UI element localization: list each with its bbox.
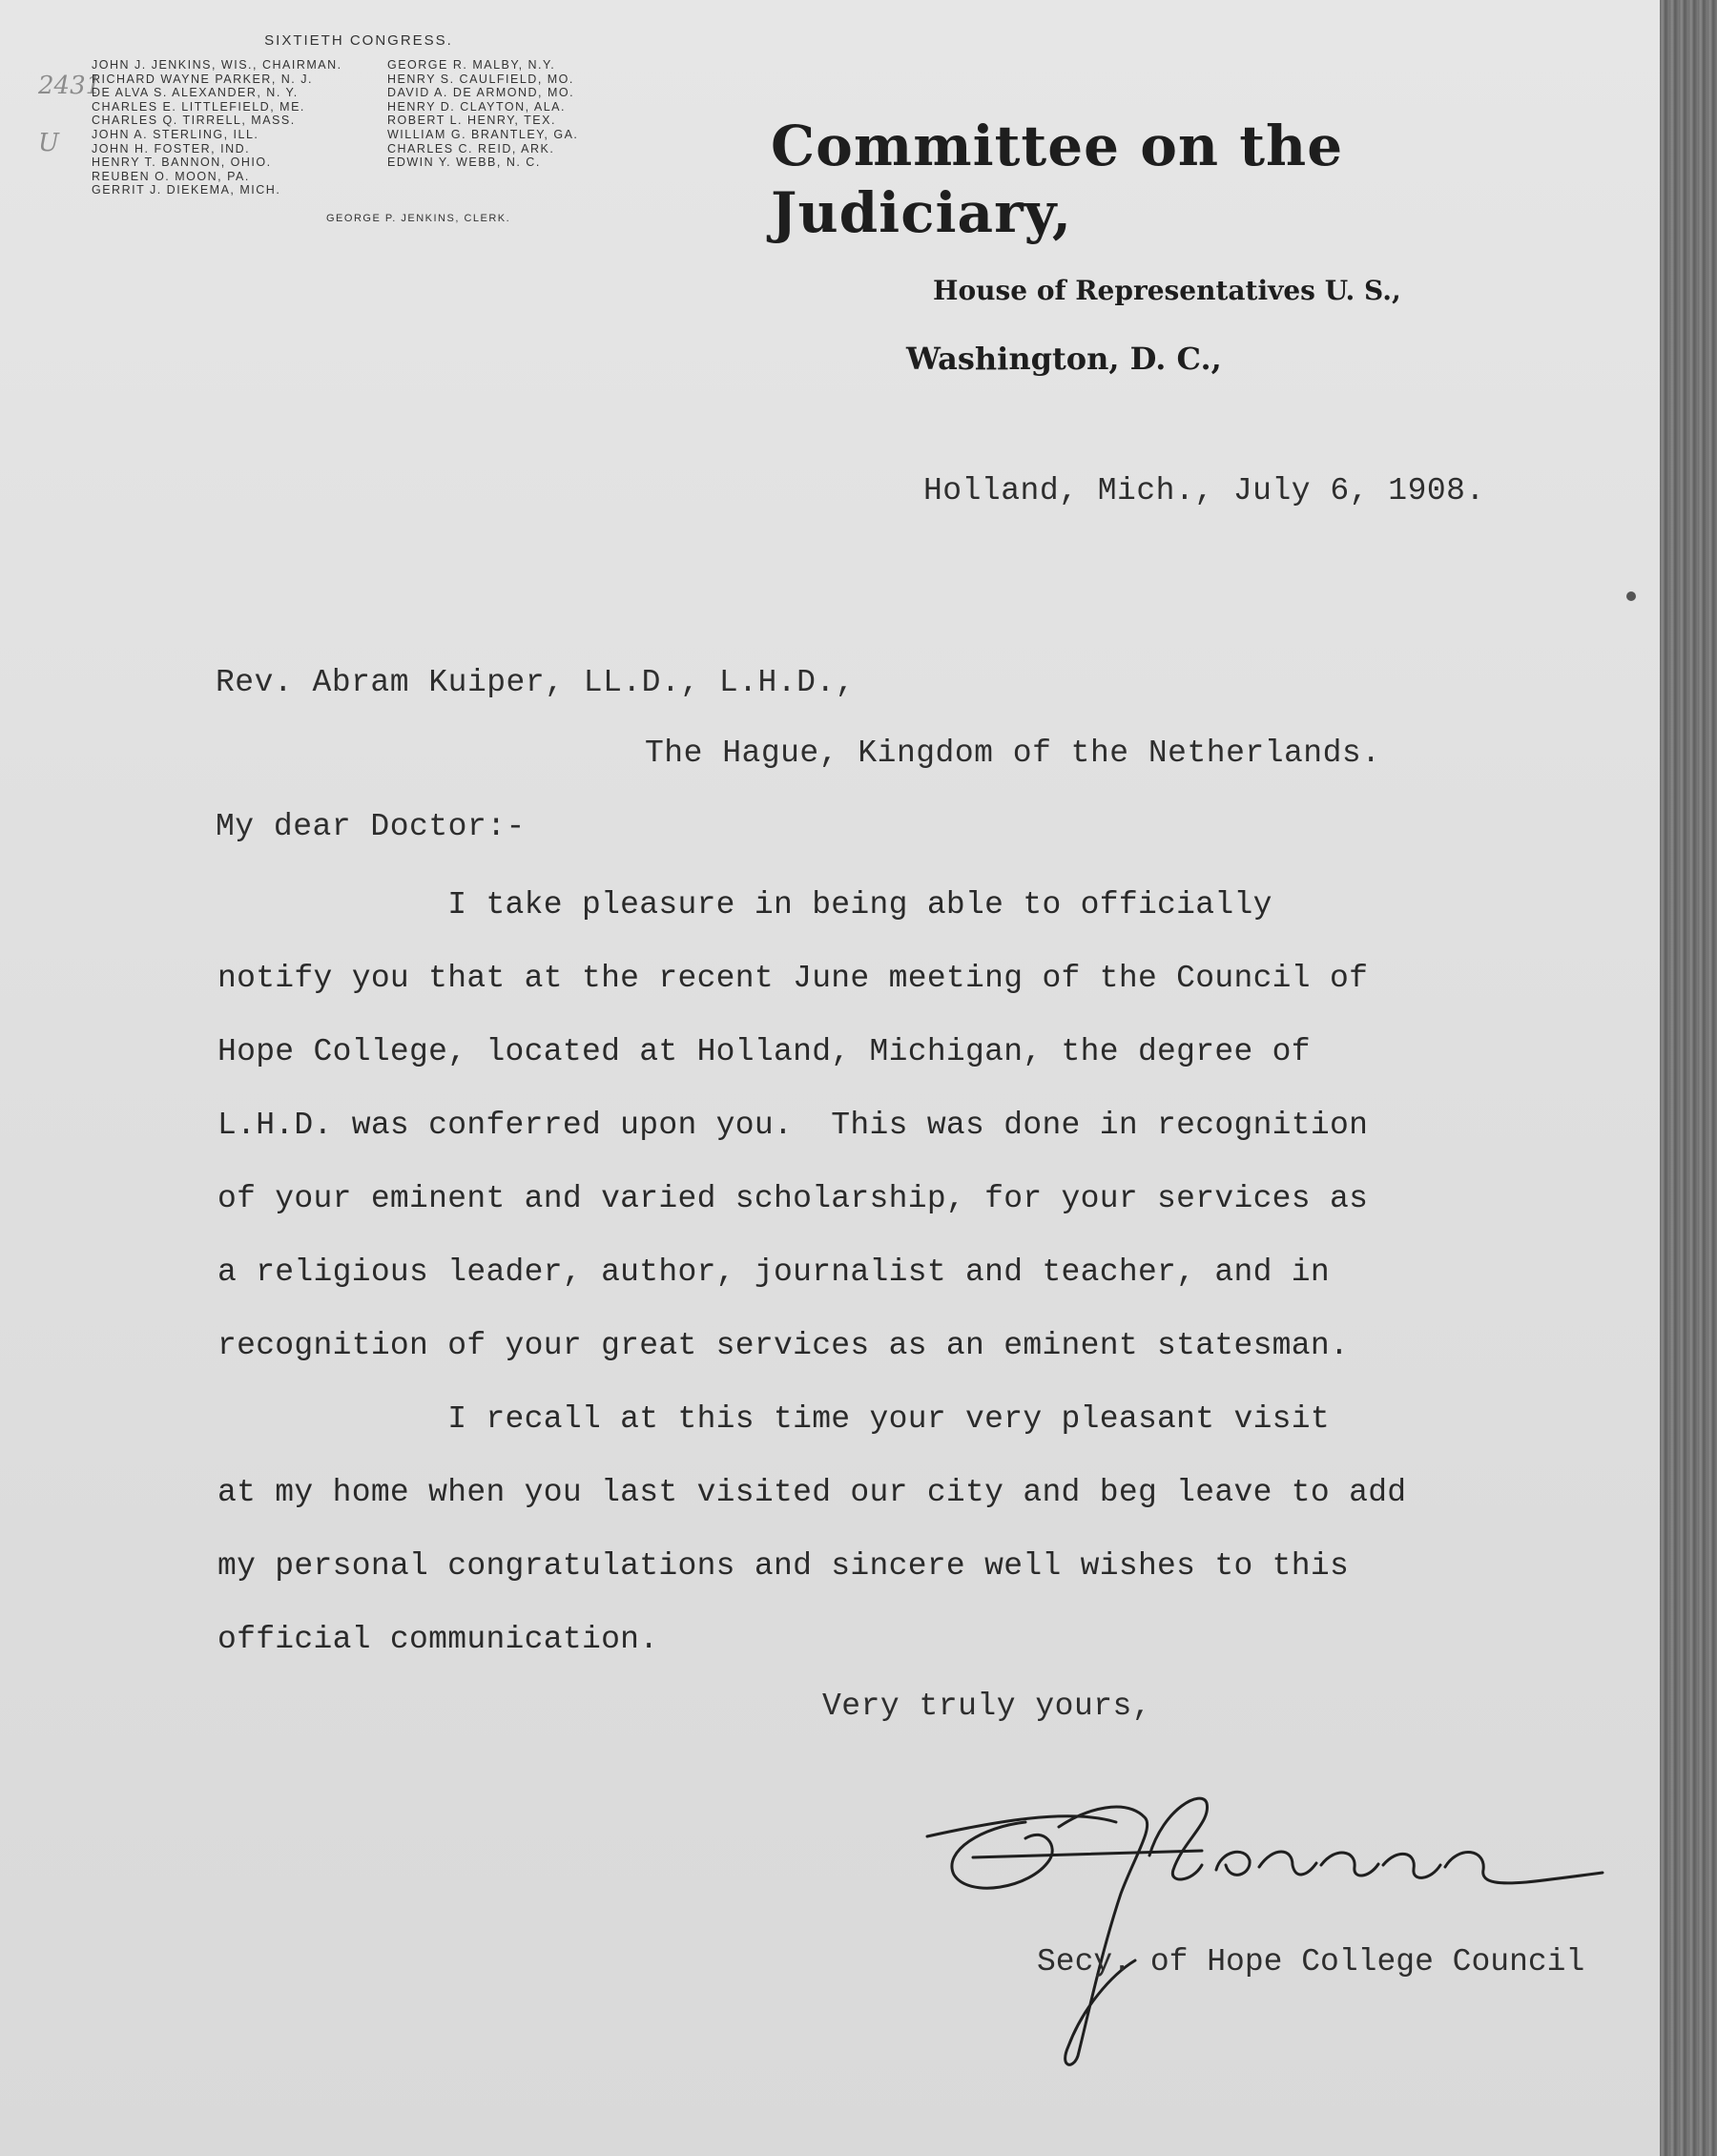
- letterhead-title: Committee on the Judiciary,: [771, 114, 1344, 245]
- members-left-column: [92, 58, 378, 197]
- member-name: HENRY D. CLAYTON, ALA.: [387, 99, 566, 114]
- clerk-name: GEORGE P. JENKINS, CLERK.: [326, 212, 511, 224]
- congress-member-list: [92, 32, 626, 224]
- body-line: official communication.: [217, 1622, 659, 1657]
- recipient-line: Rev. Abram Kuiper, LL.D., L.H.D.,: [216, 665, 856, 700]
- member-name: CHARLES E. LITTLEFIELD, ME.: [92, 99, 305, 114]
- body-line: Hope College, located at Holland, Michigan, the degree of: [217, 1034, 1311, 1069]
- body-line: I recall at this time your very pleasant visit: [217, 1401, 1330, 1437]
- member-name: CHARLES Q. TIRRELL, MASS.: [92, 114, 296, 128]
- margin-pencil-note: 2431 U: [38, 72, 102, 157]
- member-name: HENRY T. BANNON, OHIO.: [92, 155, 272, 170]
- members-columns: [92, 58, 626, 197]
- member-name: JOHN H. FOSTER, IND.: [92, 141, 251, 155]
- recipient-address: The Hague, Kingdom of the Netherlands.: [645, 736, 1381, 771]
- paper-edge-shadow: [1660, 0, 1717, 2156]
- member-name: GERRIT J. DIEKEMA, MICH.: [92, 183, 281, 197]
- letter-body: [217, 868, 1572, 1676]
- body-line: notify you that at the recent June meeting of the Council of: [217, 961, 1369, 996]
- body-line: a religious leader, author, journalist and teacher, and in: [217, 1254, 1330, 1290]
- body-line: of your eminent and varied scholarship, for your services as: [217, 1181, 1369, 1216]
- body-line: my personal congratulations and sincere well wishes to this: [217, 1548, 1350, 1584]
- congress-title: SIXTIETH CONGRESS.: [264, 32, 453, 49]
- body-line: I take pleasure in being able to officially: [217, 887, 1272, 923]
- member-name: RICHARD WAYNE PARKER, N. J.: [92, 72, 313, 86]
- salutation: My dear Doctor:-: [216, 809, 526, 844]
- member-name: DAVID A. DE ARMOND, MO.: [387, 86, 575, 100]
- member-name: DE ALVA S. ALEXANDER, N. Y.: [92, 86, 299, 100]
- member-name: JOHN J. JENKINS, WIS., CHAIRMAN.: [92, 58, 342, 72]
- ink-speck: [1626, 591, 1636, 601]
- date-line: Holland, Mich., July 6, 1908.: [923, 473, 1485, 508]
- body-line: recognition of your great services as an eminent statesman.: [217, 1328, 1350, 1363]
- letterhead: [763, 113, 1583, 377]
- member-name: JOHN A. STERLING, ILL.: [92, 127, 259, 141]
- handwritten-signature: [916, 1770, 1660, 2075]
- body-line: at my home when you last visited our city and beg leave to add: [217, 1475, 1407, 1510]
- member-name: HENRY S. CAULFIELD, MO.: [387, 72, 574, 86]
- member-name: CHARLES C. REID, ARK.: [387, 141, 555, 155]
- member-name: REUBEN O. MOON, PA.: [92, 169, 250, 183]
- letterhead-city: Washington, D. C.,: [906, 341, 1222, 377]
- member-name: ROBERT L. HENRY, TEX.: [387, 114, 556, 128]
- signature-caption: Secy. of Hope College Council: [1037, 1944, 1585, 1980]
- members-right-column: [387, 58, 626, 197]
- member-name: GEORGE R. MALBY, N.Y.: [387, 58, 556, 72]
- letterhead-subtitle: House of Representatives U. S.,: [933, 275, 1401, 306]
- body-line: L.H.D. was conferred upon you. This was done in recognition: [217, 1108, 1369, 1143]
- member-name: WILLIAM G. BRANTLEY, GA.: [387, 127, 579, 141]
- closing: Very truly yours,: [822, 1689, 1152, 1724]
- member-name: EDWIN Y. WEBB, N. C.: [387, 155, 541, 170]
